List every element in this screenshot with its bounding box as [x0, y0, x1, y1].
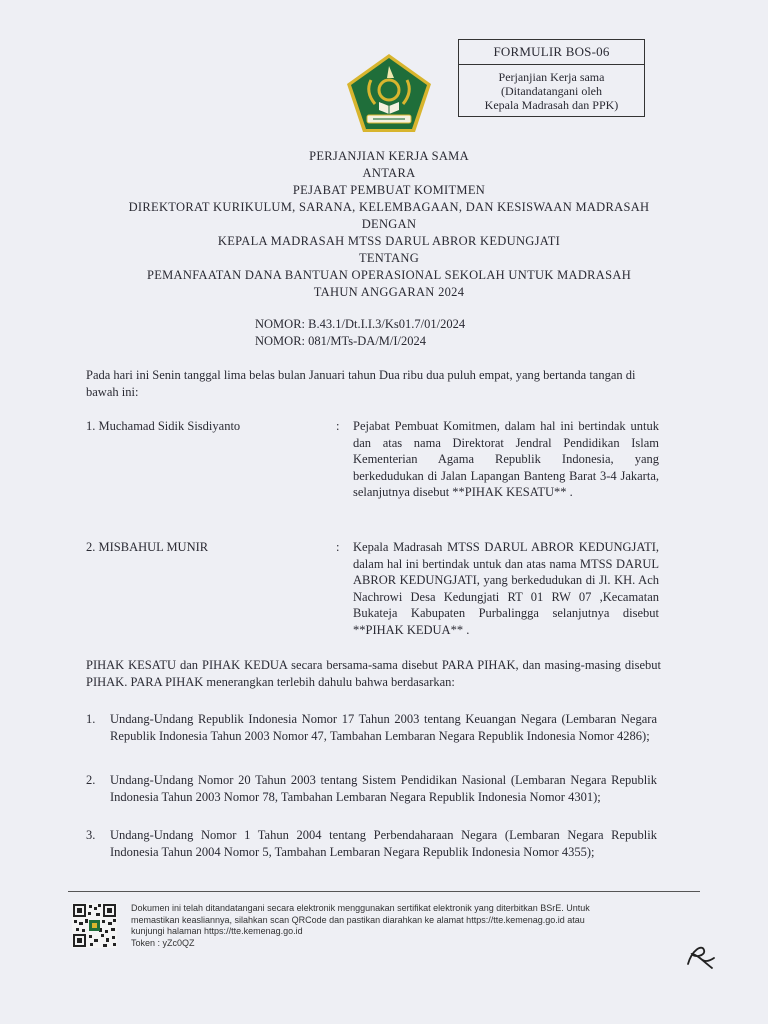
party-colon: :: [336, 419, 340, 433]
esign-token: Token : yZc0QZ: [131, 937, 195, 948]
law-number: 2.: [86, 773, 96, 787]
qr-code-icon: [72, 903, 117, 948]
party-name: 2. MISBAHUL MUNIR: [86, 540, 209, 554]
title-line: PEJABAT PEMBUAT KOMITMEN: [292, 183, 486, 197]
document-number: NOMOR: 081/MTs-DA/M/I/2024: [255, 334, 427, 348]
paraf-initial-icon: [682, 940, 718, 972]
title-line: PEMANFAATAN DANA BANTUAN OPERASIONAL SEKOLAH UNTUK MADRASAH: [146, 268, 632, 282]
document-title: [80, 148, 698, 301]
law-text: Undang-Undang Nomor 20 Tahun 2003 tentang Sistem Pendidikan Nasional (Lembaran Negara Republik Indonesia Tahun 2003 Nomor 78, Tambahan Lembaran Negara Republik Indonesia Nomor 4301);: [110, 773, 657, 804]
party-name: 1. Muchamad Sidik Sisdiyanto: [86, 419, 241, 433]
form-description-line: (Ditandatangani oleh: [501, 84, 602, 98]
form-description-line: Perjanjian Kerja sama: [498, 70, 605, 84]
form-code-box: [458, 39, 645, 117]
party-description: Kepala Madrasah MTSS DARUL ABROR KEDUNGJATI, dalam hal ini bertindak untuk dan atas nama MTSS DARUL ABROR KEDUNGJATI, yang berkedudukan di Jl. KH. Ach Nachrowi Desa Kedungjati RT 01 RW 07 ,Kecamatan Bukateja Kabupaten Purbalingga selanjutnya disebut **PIHAK KEDUA** .: [353, 540, 659, 637]
law-number: 3.: [86, 828, 96, 842]
esign-notice-line: memastikan keasliannya, silahkan scan QRCode dan pastikan diarahkan ke alamat https://tte.kemenag.go.id atau: [131, 914, 585, 925]
form-description-line: Kepala Madrasah dan PPK): [484, 98, 619, 112]
title-line: DENGAN: [361, 217, 417, 231]
esign-notice-line: Dokumen ini telah ditandatangani secara elektronik menggunakan sertifikat elektronik yang diterbitkan BSrE. Untuk: [131, 903, 590, 913]
title-line: TENTANG: [358, 251, 420, 265]
title-line: DIREKTORAT KURIKULUM, SARANA, KELEMBAGAAN, DAN KESISWAAN MADRASAH: [128, 200, 650, 214]
law-text: Undang-Undang Nomor 1 Tahun 2004 tentang Perbendaharaan Negara (Lembaran Negara Republik Indonesia Tahun 2004 Nomor 5, Tambahan Lembaran Negara Republik Indonesia Nomor 4355);: [110, 828, 657, 859]
title-line: KEPALA MADRASAH MTSS DARUL ABROR KEDUNGJATI: [217, 234, 561, 248]
title-line: TAHUN ANGGARAN 2024: [313, 285, 465, 299]
party-colon: :: [336, 540, 340, 554]
law-number: 1.: [86, 712, 96, 726]
intro-paragraph: Pada hari ini Senin tanggal lima belas bulan Januari tahun Dua ribu dua puluh empat, yang bertanda tangan di bawah ini:: [86, 368, 636, 399]
law-text: Undang-Undang Republik Indonesia Nomor 17 Tahun 2003 tentang Keuangan Negara (Lembaran Negara Republik Indonesia Tahun 2003 Nomor 47, Tambahan Lembaran Negara Republik Indonesia Nomor 4286);: [110, 712, 657, 743]
form-code-title: FORMULIR BOS-06: [459, 40, 644, 65]
document-numbers: [255, 316, 465, 350]
document-number: NOMOR: B.43.1/Dt.I.I.3/Ks01.7/01/2024: [255, 317, 466, 331]
esign-notice-line: kunjungi halaman https://tte.kemenag.go.id: [131, 926, 303, 936]
party-description: Pejabat Pembuat Komitmen, dalam hal ini bertindak untuk dan atas nama Direktorat Jendral Pendidikan Islam Kementerian Agama Republik Indonesia, yang berkedudukan di Jalan Lapangan Banteng Barat 3-4 Jakarta, selanjutnya disebut **PIHAK KESATU** .: [353, 419, 659, 499]
para-pihak-paragraph: PIHAK KESATU dan PIHAK KEDUA secara bersama-sama disebut PARA PIHAK, dan masing-masing disebut PIHAK. PARA PIHAK menerangkan terlebih dahulu bahwa berdasarkan:: [86, 658, 661, 689]
title-line: ANTARA: [362, 166, 416, 180]
form-description: [459, 65, 644, 112]
kemenag-emblem-icon: [345, 52, 433, 134]
title-line: PERJANJIAN KERJA SAMA: [309, 149, 469, 163]
esign-notice: [131, 903, 674, 949]
footer-divider: [68, 891, 700, 892]
